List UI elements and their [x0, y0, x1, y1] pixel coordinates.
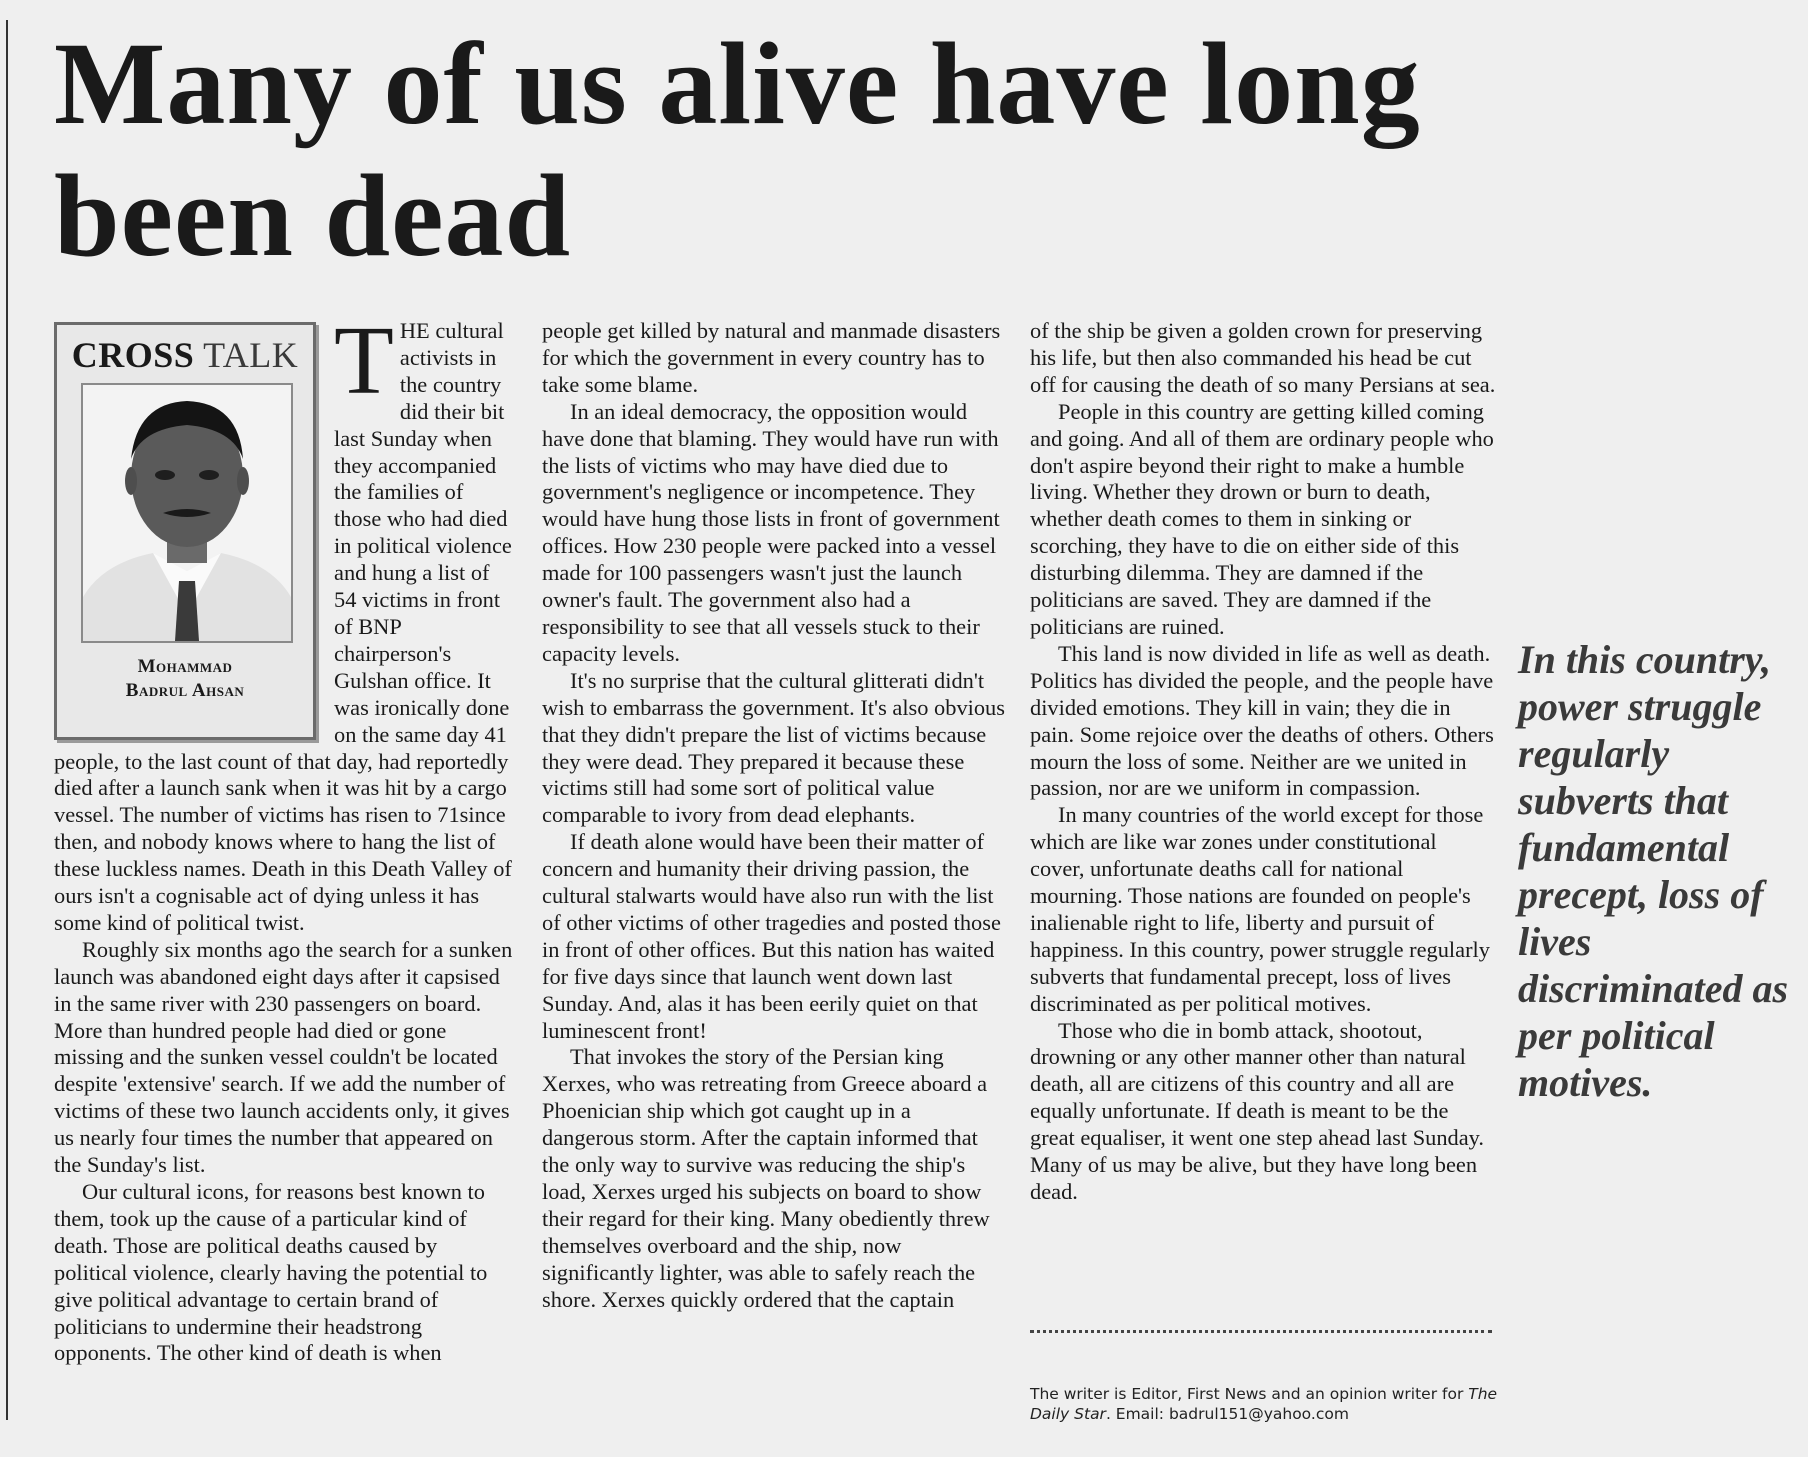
left-column-rule — [6, 20, 8, 1420]
paragraph: People in this country are getting killed coming and going. And all of them are ordinary people who don't aspire beyond their right to make a humble living. Whether they drown or burn to death, whether death comes to them in sinking or scorching, they have to die on either side of this disturbing dilemma. They are damned if the politicians are saved. They are damned if the politicians are ruined. — [1030, 398, 1494, 639]
cross-talk-label-bold: CROSS — [71, 335, 195, 375]
author-name — [57, 655, 313, 703]
headline: Many of us alive have long been dead — [54, 18, 1421, 281]
paragraph: That invokes the story of the Persian king Xerxes, who was retreating from Greece aboard a Phoenician ship which got caught up in a dangerous storm. After the captain informed that the only way to survive was reducing the ship's load, Xerxes urged his subjects on board to show their regard for their king. Many obediently threw themselves overboard and the ship, now significantly lighter, was able to safely reach the shore. Xerxes quickly ordered that the captain — [542, 1044, 990, 1312]
footnote-lead: The writer is Editor, First News and an opinion writer for — [1030, 1385, 1464, 1403]
paragraph: In an ideal democracy, the opposition would have done that blaming. They would have run with the lists of victims who may have died due to government's negligence or incompetence. They would have hung those lists in front of government offices. How 230 people were packed into a vessel made for 100 passengers wasn't just the launch owner's fault. The government also had a responsibility to see that all vessels stuck to their capacity levels. — [542, 398, 1000, 666]
drop-cap: T — [334, 307, 394, 415]
paragraph: Those who die in bomb attack, shootout, drowning or any other manner other than natural death, all are citizens of this country and all are equally unfortunate. If death is meant to be the great equaliser, it went one step ahead last Sunday. Many of us may be alive, but they have long been dead. — [1030, 1017, 1485, 1204]
author-footnote — [1030, 1384, 1500, 1424]
author-photo — [81, 383, 293, 643]
footnote-paper: The Daily Star — [1030, 1385, 1498, 1423]
author-name-line-2: Badrul Ahsan — [125, 680, 245, 701]
paragraph-text: HE cultural activists in the country did their bit last Sunday when they accompanied the families of those who had died in political violence and hung a list of 54 victims in front of BNP chairperson's Gulshan office. It was ironically done on the same day 41 people, to the last count of that day, had reportedly died after a launch sank when it was hit by a cargo vessel. The number of victims has risen to 71since then, and nobody knows where to hang the list of these luckless names. Death in this Death Valley of ours isn't a cognisable act of dying unless it has some kind of political twist. — [54, 318, 512, 935]
article-column-1 — [54, 307, 514, 1367]
author-name-line-1: Mohammad — [137, 656, 233, 677]
paragraph: people get killed by natural and manmade disasters for which the government in every country has to take some blame. — [542, 318, 1001, 397]
article-column-2 — [542, 318, 1008, 1314]
dotted-divider — [1030, 1330, 1492, 1333]
paragraph: In many countries of the world except for those which are like war zones under constitutional cover, unfortunate deaths call for national mourning. Those nations are founded on people's inalienable right to life, liberty and pursuit of happiness. In this country, power struggle regularly subverts that fundamental precept, loss of lives discriminated as per political motives. — [1030, 802, 1490, 1016]
article-column-3 — [1030, 318, 1496, 1206]
paragraph: of the ship be given a golden crown for preserving his life, but then also commanded his head be cut off for causing the death of so many Persians at sea. — [1030, 318, 1496, 397]
paragraph: Our cultural icons, for reasons best known to them, took up the cause of a particular kind of death. Those are political deaths caused by political violence, clearly having the potential to give political advantage to certain brand of politicians to undermine their headstrong opponents. The other kind of death is when — [54, 1179, 488, 1366]
paragraph: If death alone would have been their matter of concern and humanity their driving passion, the cultural stalwarts would have also run with the list of other victims of other tragedies and posted those in front of other offices. But this nation has waited for five days since that launch went down last Sunday. And, alas it has been eerily quiet on that luminescent front! — [542, 829, 1001, 1043]
cross-talk-label — [57, 335, 313, 375]
paragraph: It's no surprise that the cultural glitterati didn't wish to embarrass the government. It's also obvious that they didn't prepare the list of victims because they were dead. They prepared it because these victims still had some sort of political value comparable to ivory from dead elephants. — [542, 667, 1005, 828]
footnote-email: . Email: badrul151@yahoo.com — [1105, 1405, 1349, 1423]
cross-talk-box — [54, 322, 316, 740]
author-portrait-icon — [83, 385, 291, 641]
paragraph: This land is now divided in life as well as death. Politics has divided the people, and the people have divided emotions. They kill in vain; they die in pain. Some rejoice over the deaths of others. Others mourn the loss of some. Neither are we united in passion, nor are we uniform in compassion. — [1030, 640, 1494, 801]
paragraph: Roughly six months ago the search for a sunken launch was abandoned eight days after it capsised in the same river with 230 passengers on board. More than hundred people had died or gone missing and the sunken vessel couldn't be located despite 'extensive' search. If we add the number of victims of these two launch accidents only, it gives us nearly four times the number that appeared on the Sunday's list. — [54, 936, 513, 1178]
pull-quote: In this country, power struggle regularly subverts that fundamental precept, loss of lives discriminated as per political motives. — [1518, 637, 1789, 1105]
cross-talk-label-light: TALK — [203, 335, 299, 375]
